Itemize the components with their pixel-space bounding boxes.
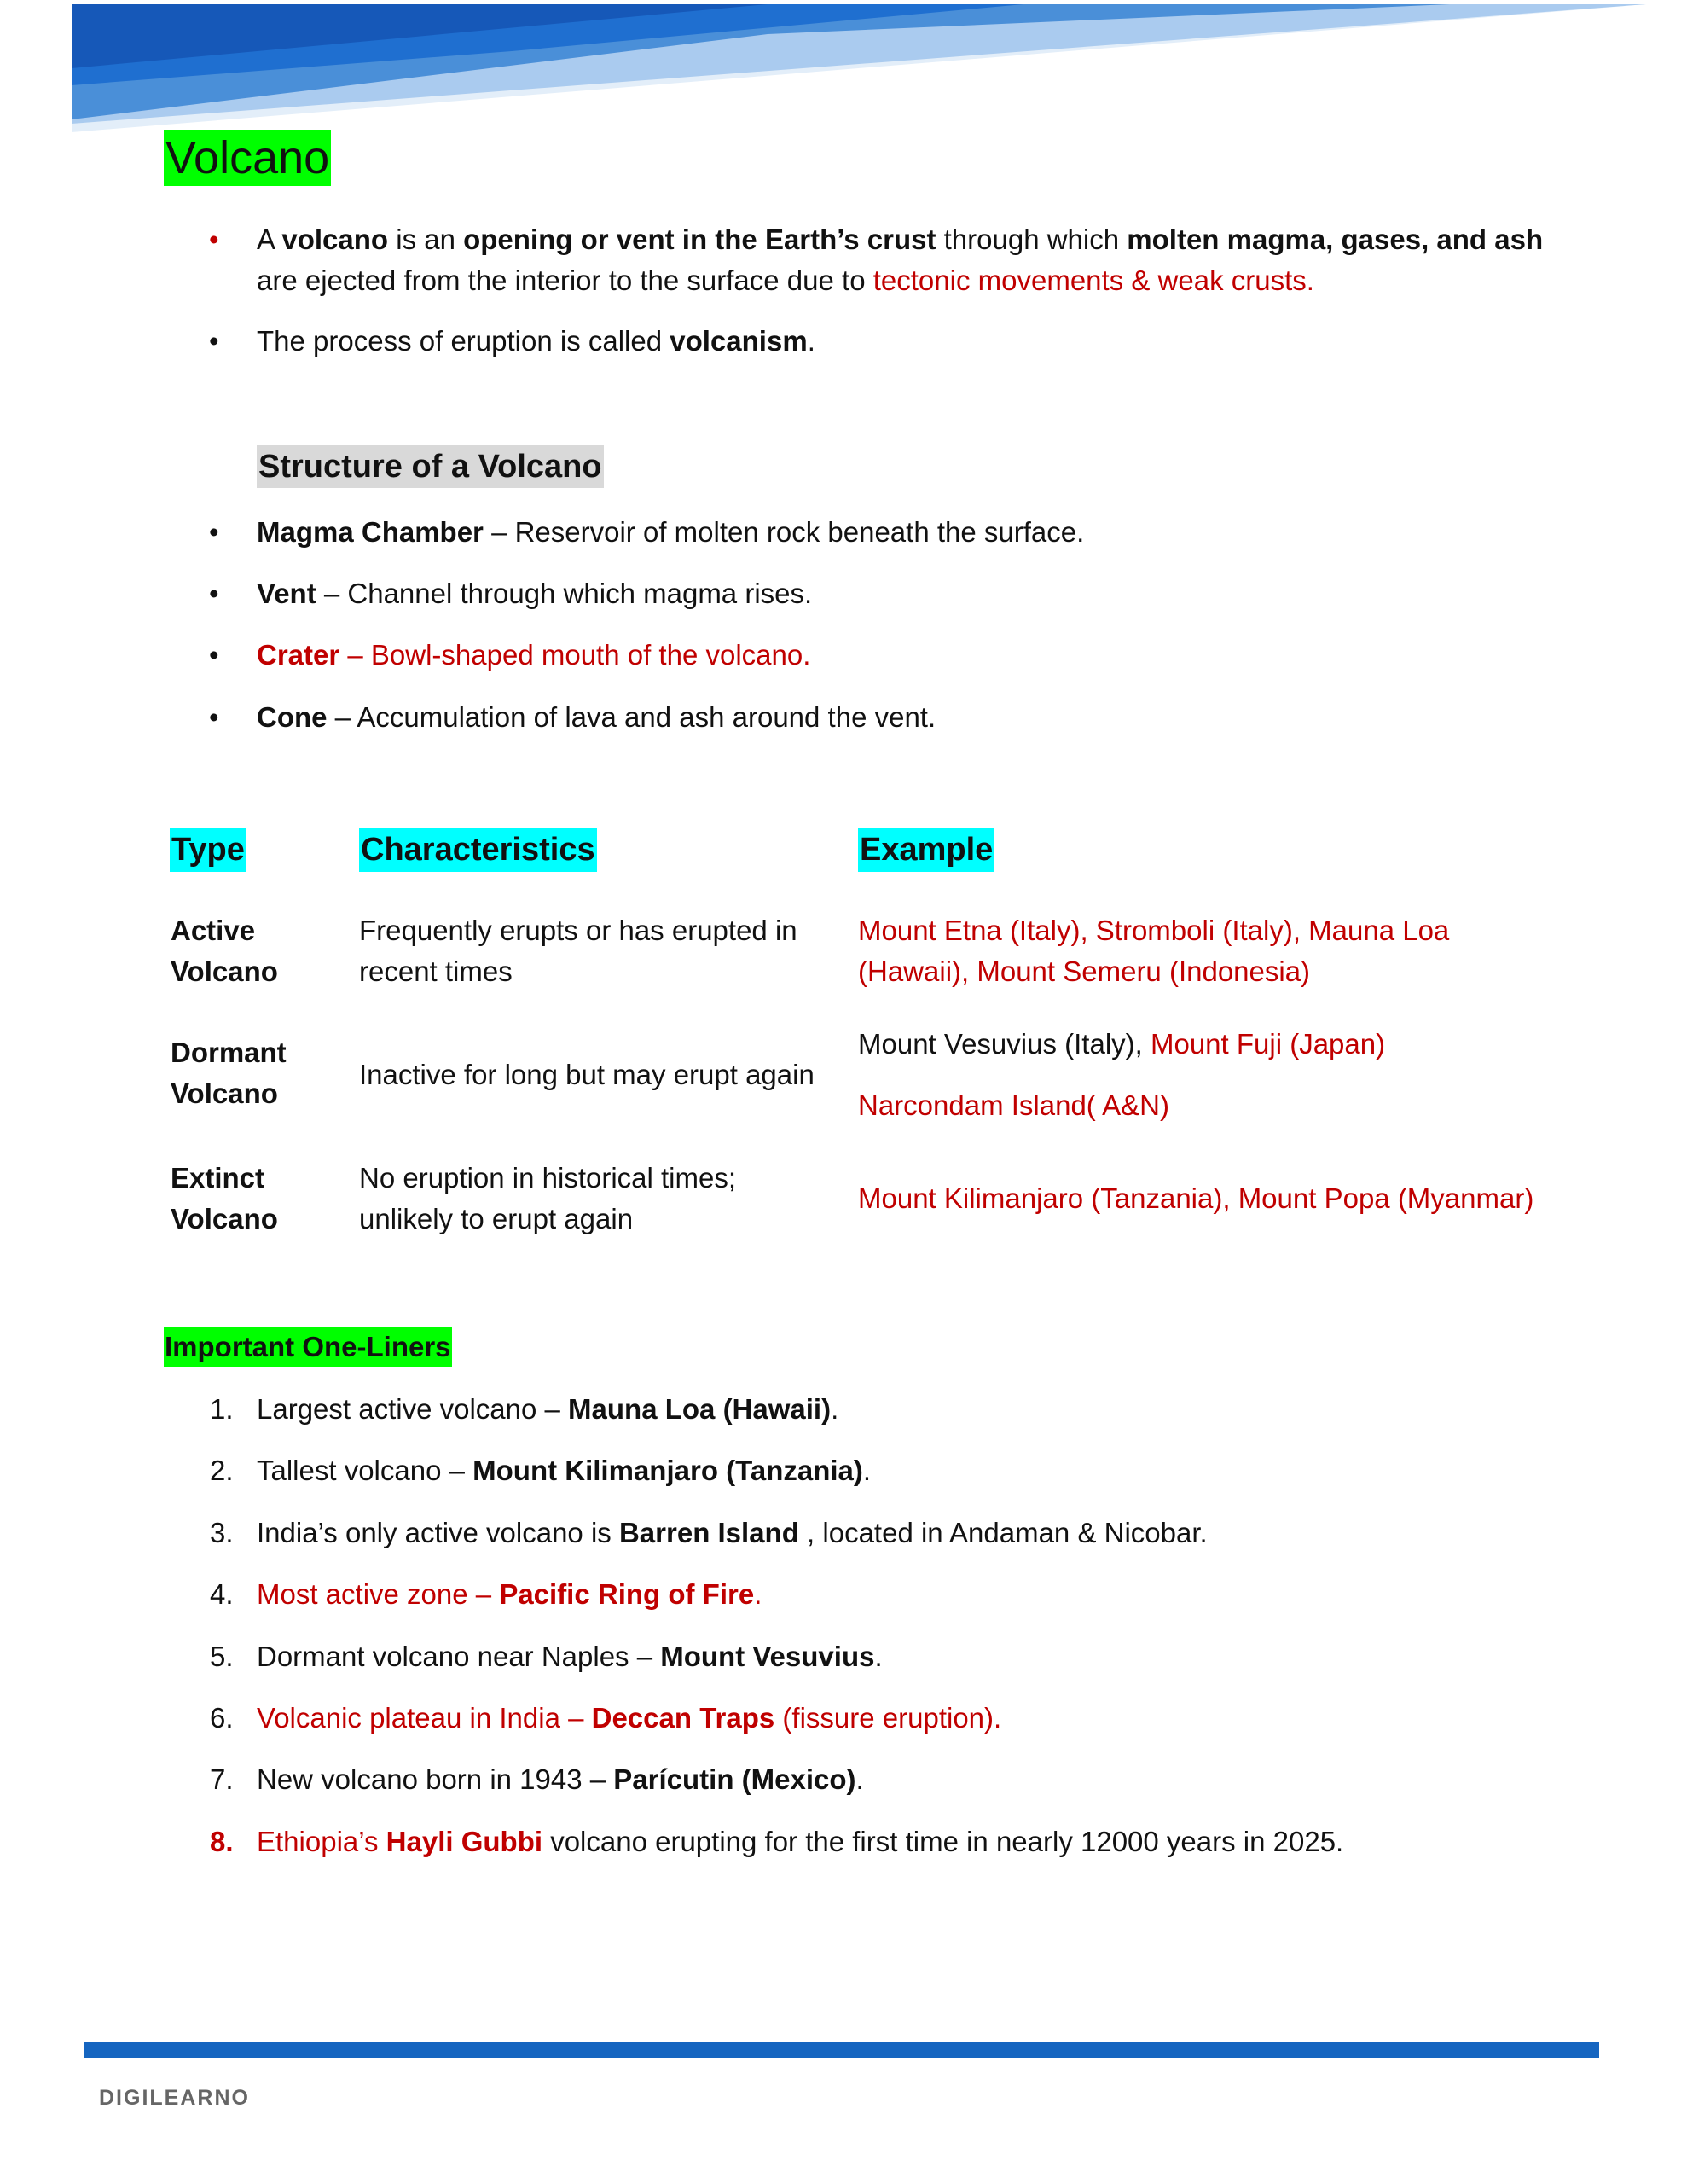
bold-text: Cone [257, 701, 328, 733]
text-run: Largest active volcano – [257, 1393, 569, 1425]
page-title: Volcano [164, 130, 331, 186]
type-dormant-line-1: Dormant [171, 1037, 287, 1068]
text-run: India’s only active volcano is [257, 1517, 619, 1548]
bold-text: volcano [281, 224, 389, 255]
example-dormant-line-1 [858, 1024, 1385, 1065]
char-extinct-line-1: No eruption in historical times; [359, 1162, 737, 1194]
char-active-line-1: Frequently erupts or has erupted in [359, 915, 797, 946]
intro-line-1 [257, 219, 1553, 260]
list-item [257, 1450, 1553, 1491]
list-item [257, 1389, 1553, 1430]
list-item [257, 1636, 1553, 1677]
list-number: 1. [210, 1393, 234, 1425]
text-run: . [855, 1763, 864, 1795]
bold-text: opening or vent in the Earth’s crust [463, 224, 936, 255]
list-number: 3. [210, 1517, 234, 1548]
list-number: 8. [210, 1826, 234, 1857]
bullet-dot: • [209, 516, 219, 548]
bold-text: Barren Island [618, 1517, 799, 1548]
type-extinct-line-1: Extinct [171, 1162, 265, 1194]
bullet-dot: • [209, 639, 219, 671]
bold-text: Mount Vesuvius [660, 1641, 875, 1672]
text-run: . [807, 325, 815, 357]
type-active-line-1: Active [171, 915, 256, 946]
intro-line-3 [257, 321, 1553, 362]
text-run: through which [936, 224, 1128, 255]
text-run: tectonic movements & weak crusts. [872, 264, 1314, 296]
list-number: 7. [210, 1763, 234, 1795]
text-run: – Reservoir of molten rock beneath the surface. [483, 516, 1085, 548]
text-run: Mount Kilimanjaro (Tanzania), Mount Popa (Myanmar) [858, 1182, 1534, 1214]
bold-text: Magma Chamber [257, 516, 484, 548]
example-extinct-line-1 [858, 1178, 1533, 1219]
text-run: Tallest volcano – [257, 1455, 473, 1486]
bullet-dot: • [209, 325, 219, 357]
text-run: A [257, 224, 282, 255]
bold-text: Deccan Traps [591, 1702, 775, 1734]
char-active-line-2: recent times [359, 956, 513, 987]
bullet-dot: • [209, 578, 219, 609]
bold-text: Mount Kilimanjaro (Tanzania) [472, 1455, 863, 1486]
header-banner [0, 0, 1687, 145]
text-run: Narcondam Island( A&N) [858, 1089, 1169, 1121]
text-run: Dormant volcano near Naples – [257, 1641, 661, 1672]
bold-text: Crater [257, 639, 340, 671]
bold-text: Mauna Loa (Hawaii) [568, 1393, 832, 1425]
structure-item-cone [257, 697, 1553, 738]
footer-brand: DIGILEARNO [99, 2086, 250, 2110]
structure-item-vent [257, 573, 1553, 614]
table-header-type: Type [170, 828, 246, 872]
text-run: . [754, 1578, 762, 1610]
text-run: are ejected from the interior to the surface due to [257, 264, 873, 296]
table-header-characteristics: Characteristics [359, 828, 597, 872]
text-run: . [874, 1641, 883, 1672]
bold-text: molten magma, gases, and ash [1127, 224, 1544, 255]
oneliners-heading: Important One-Liners [164, 1327, 452, 1367]
text-run: – Channel through which magma rises. [316, 578, 813, 609]
list-number: 6. [210, 1702, 234, 1734]
text-run: – Accumulation of lava and ash around the vent. [327, 701, 936, 733]
text-run: Mount Fuji (Japan) [1150, 1028, 1386, 1060]
text-run: is an [388, 224, 464, 255]
text-run: . [862, 1455, 872, 1486]
text-run: Mount Vesuvius (Italy), [858, 1028, 1151, 1060]
char-extinct-line-2: unlikely to erupt again [359, 1203, 634, 1234]
text-run: New volcano born in 1943 – [257, 1763, 614, 1795]
text-run: . [831, 1393, 839, 1425]
structure-heading: Structure of a Volcano [257, 445, 604, 488]
list-number: 5. [210, 1641, 234, 1672]
list-number: 2. [210, 1455, 234, 1486]
char-dormant-line-1: Inactive for long but may erupt again [359, 1059, 815, 1090]
structure-item-crater [257, 635, 1553, 676]
type-dormant-line-2: Volcano [171, 1077, 278, 1109]
structure-item-magma-chamber [257, 512, 1553, 553]
type-extinct-line-2: Volcano [171, 1203, 278, 1234]
list-item [257, 1574, 1553, 1615]
intro-line-2 [257, 260, 1553, 301]
list-item [257, 1759, 1553, 1800]
text-run: volcano erupting for the first time in nearly 12000 years in 2025. [542, 1826, 1344, 1857]
list-number: 4. [210, 1578, 234, 1610]
list-item [257, 1513, 1553, 1554]
bold-text: volcanism [670, 325, 808, 357]
text-run: – Bowl-shaped mouth of the volcano. [339, 639, 811, 671]
example-active-line-1 [858, 910, 1449, 951]
text-run: Volcanic plateau in India – [257, 1702, 592, 1734]
list-item [257, 1821, 1553, 1862]
bold-text: Vent [257, 578, 316, 609]
text-run: Most active zone – [257, 1578, 500, 1610]
example-active-line-2 [858, 951, 1310, 992]
bold-text: Pacific Ring of Fire [499, 1578, 755, 1610]
list-item [257, 1698, 1553, 1739]
text-run: The process of eruption is called [257, 325, 670, 357]
table-header-example: Example [858, 828, 994, 872]
text-run: Ethiopia’s [257, 1826, 386, 1857]
bullet-dot-red: • [209, 224, 219, 255]
text-run: (Hawaii), Mount Semeru (Indonesia) [858, 956, 1311, 987]
bold-text: Hayli Gubbi [386, 1826, 543, 1857]
text-run: (fissure eruption). [774, 1702, 1002, 1734]
bold-text: Parícutin (Mexico) [613, 1763, 856, 1795]
bullet-dot: • [209, 701, 219, 733]
text-run: , located in Andaman & Nicobar. [798, 1517, 1208, 1548]
example-dormant-line-2 [858, 1085, 1169, 1126]
type-active-line-2: Volcano [171, 956, 278, 987]
footer-bar [84, 2042, 1599, 2058]
text-run: Mount Etna (Italy), Stromboli (Italy), Mauna Loa [858, 915, 1450, 946]
